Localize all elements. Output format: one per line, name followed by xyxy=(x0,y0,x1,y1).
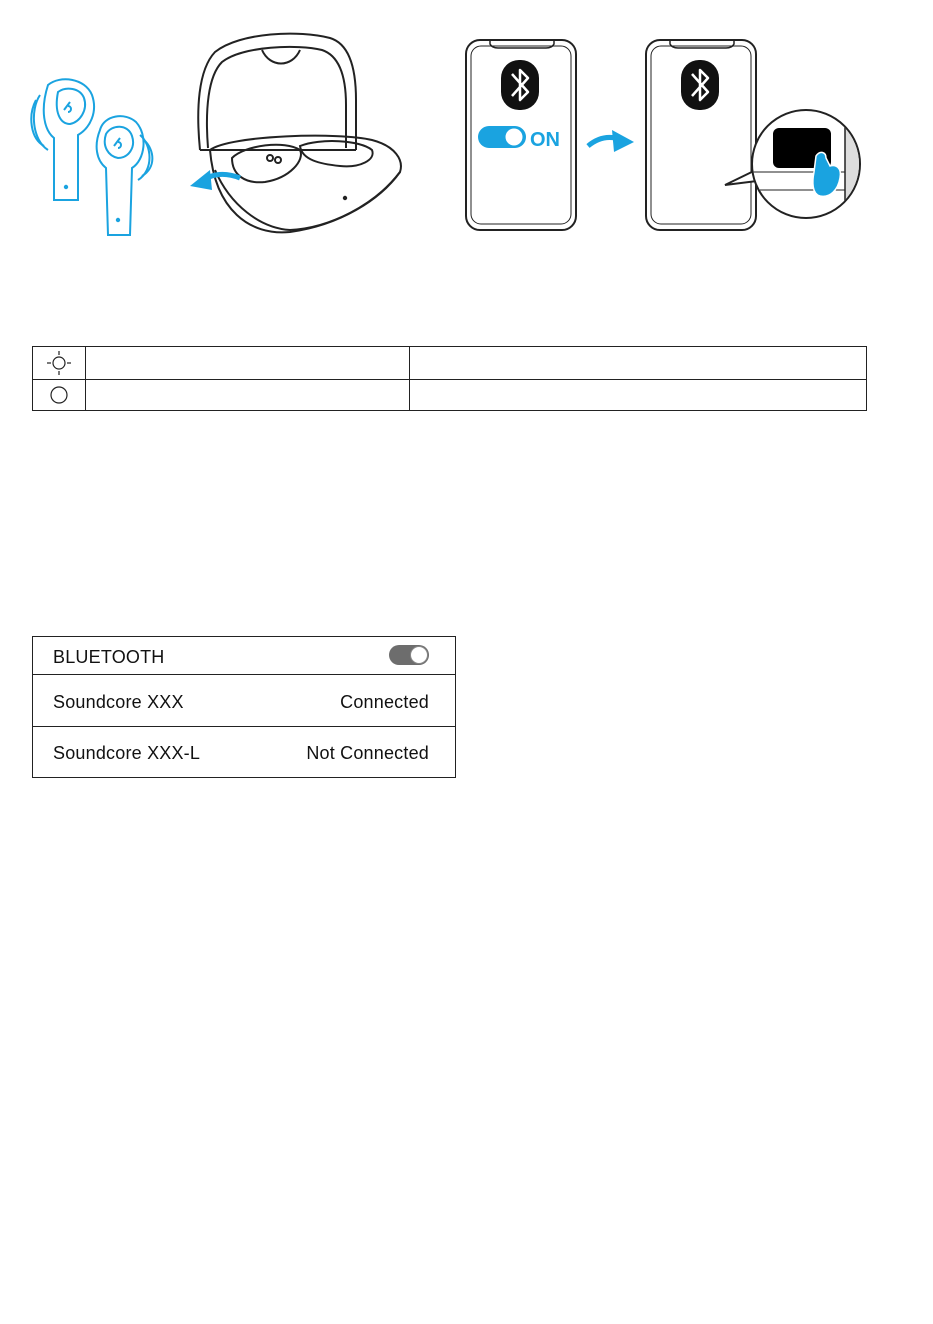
device-name: Soundcore XXX-L xyxy=(53,743,201,763)
table-row xyxy=(33,379,866,411)
device-row-soundcore[interactable] xyxy=(33,675,455,727)
device-name: Soundcore XXX xyxy=(53,692,184,712)
led-description xyxy=(86,347,410,379)
table-row xyxy=(33,347,866,380)
device-row-soundcore-l[interactable] xyxy=(33,727,455,777)
toggle-on-label: ON xyxy=(530,129,560,151)
device-status: Connected xyxy=(340,692,429,712)
phone-bluetooth-on xyxy=(466,40,576,230)
light-flashing-icon xyxy=(33,347,86,379)
phone-select-device xyxy=(646,40,756,230)
bluetooth-toggle[interactable] xyxy=(389,645,429,665)
bluetooth-settings-panel xyxy=(32,636,456,778)
bluetooth-title: BLUETOOTH xyxy=(53,647,165,667)
earbuds-illustration xyxy=(31,79,152,235)
led-status xyxy=(410,347,866,379)
pairing-illustration xyxy=(0,0,933,260)
charging-case-illustration xyxy=(198,34,401,233)
led-status xyxy=(410,379,866,411)
device-status: Not Connected xyxy=(306,743,429,763)
bluetooth-header xyxy=(33,637,455,675)
light-off-icon xyxy=(33,379,86,411)
led-status-table xyxy=(32,346,867,411)
led-description xyxy=(86,379,410,411)
arrow-left-head xyxy=(190,170,212,190)
toggle-knob xyxy=(410,646,428,664)
zoom-bubble-illustration xyxy=(725,110,865,220)
